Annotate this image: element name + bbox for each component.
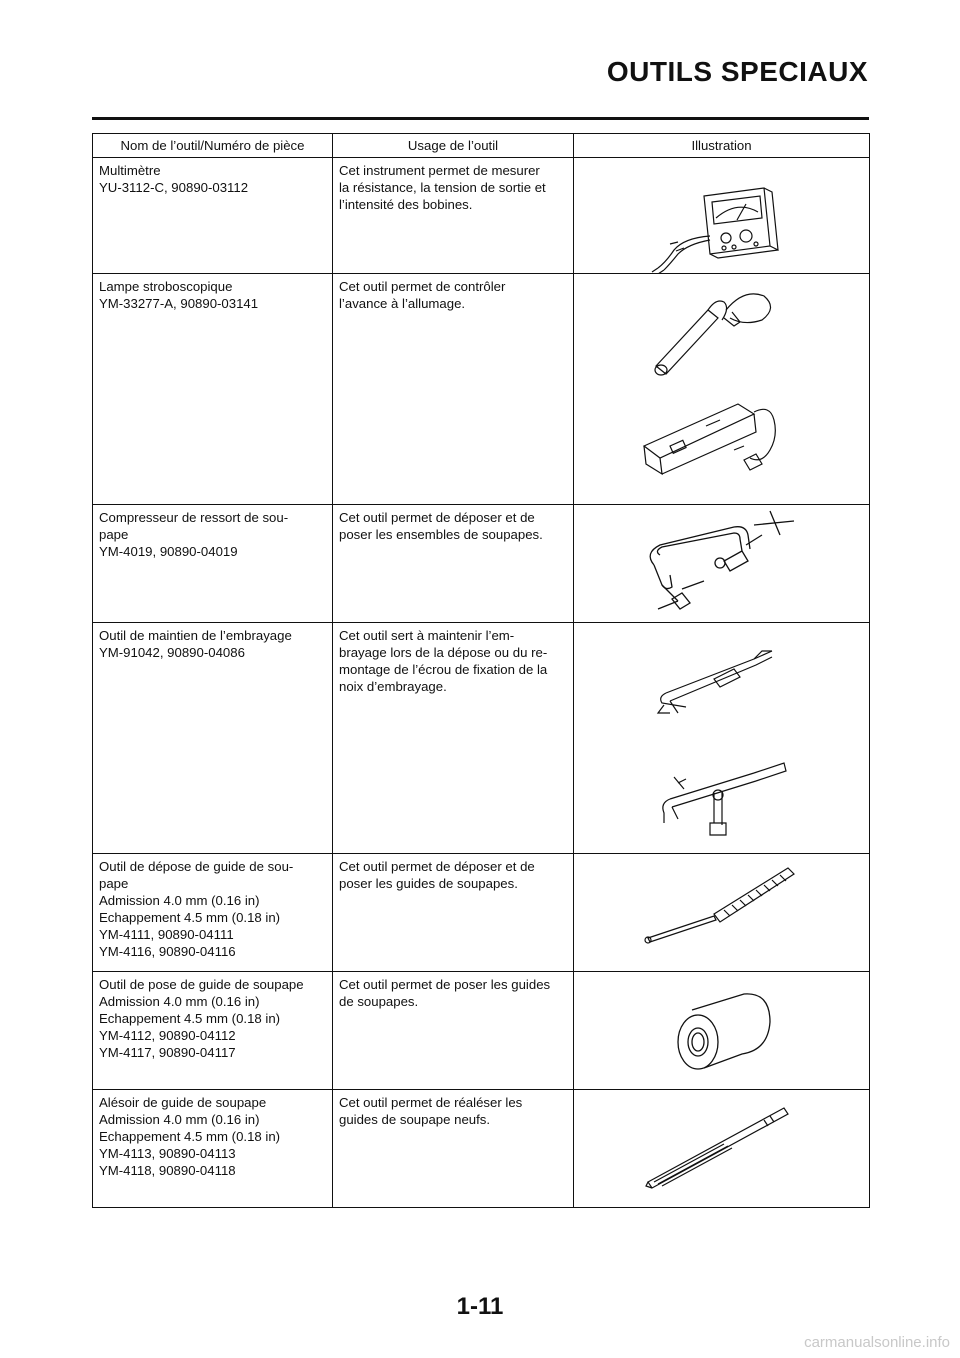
tool-spec-line: Admission 4.0 mm (0.16 in) (99, 994, 260, 1009)
tool-usage-cell (333, 972, 574, 1090)
tool-spec-line: Admission 4.0 mm (0.16 in) (99, 1112, 260, 1127)
tool-spec-line: Echappement 4.5 mm (0.18 in) (99, 1129, 281, 1144)
tool-usage-cell (333, 158, 574, 274)
tool-usage-line: montage de l’écrou de fixation de la (339, 662, 548, 677)
tool-spec-line: Admission 4.0 mm (0.16 in) (99, 893, 260, 908)
table-row (93, 623, 870, 854)
tool-illustration-cell (574, 623, 870, 854)
column-header-name: Nom de l’outil/Numéro de pièce (93, 134, 333, 158)
tool-illustration-cell (574, 1090, 870, 1208)
tool-usage-line: l’intensité des bobines. (339, 197, 473, 212)
table-row (93, 854, 870, 972)
tool-spec-line: Echappement 4.5 mm (0.18 in) (99, 1011, 281, 1026)
table-header-row (93, 134, 870, 158)
tool-name-line: Multimètre (99, 163, 161, 178)
tool-usage-line: Cet outil permet de déposer et de (339, 510, 535, 525)
tool-name-cell (93, 623, 333, 854)
tool-name-line: pape (99, 527, 129, 542)
tool-illustration-cell (574, 274, 870, 505)
tool-part-number: YM-33277-A, 90890-03141 (99, 296, 259, 311)
tool-usage-line: guides de soupape neufs. (339, 1112, 491, 1127)
tool-name-line: Compresseur de ressort de sou- (99, 510, 289, 525)
tool-part-number: YM-4019, 90890-04019 (99, 544, 238, 559)
column-header-usage: Usage de l’outil (333, 134, 574, 158)
tool-illustration-cell (574, 854, 870, 972)
tool-illustration-cell (574, 505, 870, 623)
tool-name-line: pape (99, 876, 129, 891)
tool-part-number: YU-3112-C, 90890-03112 (99, 180, 249, 195)
tool-name-cell (93, 1090, 333, 1208)
tool-part-number: YM-4113, 90890-04113 (99, 1146, 236, 1161)
special-tools-table (92, 133, 870, 1208)
page-number: 1-11 (456, 1293, 504, 1320)
tool-usage-line: Cet outil permet de déposer et de (339, 859, 535, 874)
tool-name-line: Outil de pose de guide de soupape (99, 977, 304, 992)
tool-name-line: Lampe stroboscopique (99, 279, 233, 294)
column-header-illustration: Illustration (574, 134, 870, 158)
tool-usage-line: la résistance, la tension de sortie et (339, 180, 546, 195)
tool-usage-line: Cet outil permet de poser les guides (339, 977, 551, 992)
table-row (93, 972, 870, 1090)
tool-part-number: YM-4112, 90890-04112 (99, 1028, 236, 1043)
tool-usage-line: Cet outil permet de réaléser les (339, 1095, 523, 1110)
table-row (93, 158, 870, 274)
tool-part-number: YM-4116, 90890-04116 (99, 944, 236, 959)
valve-guide-reamer-icon (574, 1090, 870, 1208)
tool-name-cell (93, 274, 333, 505)
multimeter-icon (574, 158, 870, 274)
tool-usage-cell (333, 1090, 574, 1208)
tool-illustration-cell (574, 972, 870, 1090)
tool-name-line: Outil de maintien de l’embrayage (99, 628, 292, 643)
tool-usage-line: l’avance à l’allumage. (339, 296, 466, 311)
table-row (93, 505, 870, 623)
tool-usage-cell (333, 274, 574, 505)
tool-name-line: Alésoir de guide de soupape (99, 1095, 267, 1110)
valve-guide-installer-icon (574, 972, 870, 1090)
tool-part-number: YM-4118, 90890-04118 (99, 1163, 236, 1178)
tool-part-number: YM-91042, 90890-04086 (99, 645, 245, 660)
valve-guide-remover-icon (574, 854, 870, 972)
table-row (93, 1090, 870, 1208)
watermark: carmanualsonline.info (804, 1334, 950, 1351)
tool-usage-line: Cet instrument permet de mesurer (339, 163, 540, 178)
tool-usage-line: Cet outil sert à maintenir l’em- (339, 628, 515, 643)
tool-usage-line: brayage lors de la dépose ou du re- (339, 645, 548, 660)
tool-spec-line: Echappement 4.5 mm (0.18 in) (99, 910, 281, 925)
title-rule (92, 117, 869, 120)
tool-illustration-cell (574, 158, 870, 274)
tool-usage-line: poser les guides de soupapes. (339, 876, 518, 891)
table-row (93, 274, 870, 505)
tool-part-number: YM-4117, 90890-04117 (99, 1045, 236, 1060)
tool-name-cell (93, 158, 333, 274)
tool-name-line: Outil de dépose de guide de sou- (99, 859, 294, 874)
tool-usage-cell (333, 623, 574, 854)
tool-name-cell (93, 972, 333, 1090)
clutch-holding-tool-icon (574, 623, 870, 854)
tool-usage-line: noix d’embrayage. (339, 679, 447, 694)
timing-light-icon (574, 274, 870, 505)
tool-usage-cell (333, 854, 574, 972)
tool-usage-line: de soupapes. (339, 994, 419, 1009)
tool-name-cell (93, 505, 333, 623)
tool-usage-line: poser les ensembles de soupapes. (339, 527, 543, 542)
tool-part-number: YM-4111, 90890-04111 (99, 927, 234, 942)
page-title: OUTILS SPECIAUX (606, 56, 868, 87)
valve-spring-compressor-icon (574, 505, 870, 623)
tool-usage-line: Cet outil permet de contrôler (339, 279, 506, 294)
tool-usage-cell (333, 505, 574, 623)
tool-name-cell (93, 854, 333, 972)
